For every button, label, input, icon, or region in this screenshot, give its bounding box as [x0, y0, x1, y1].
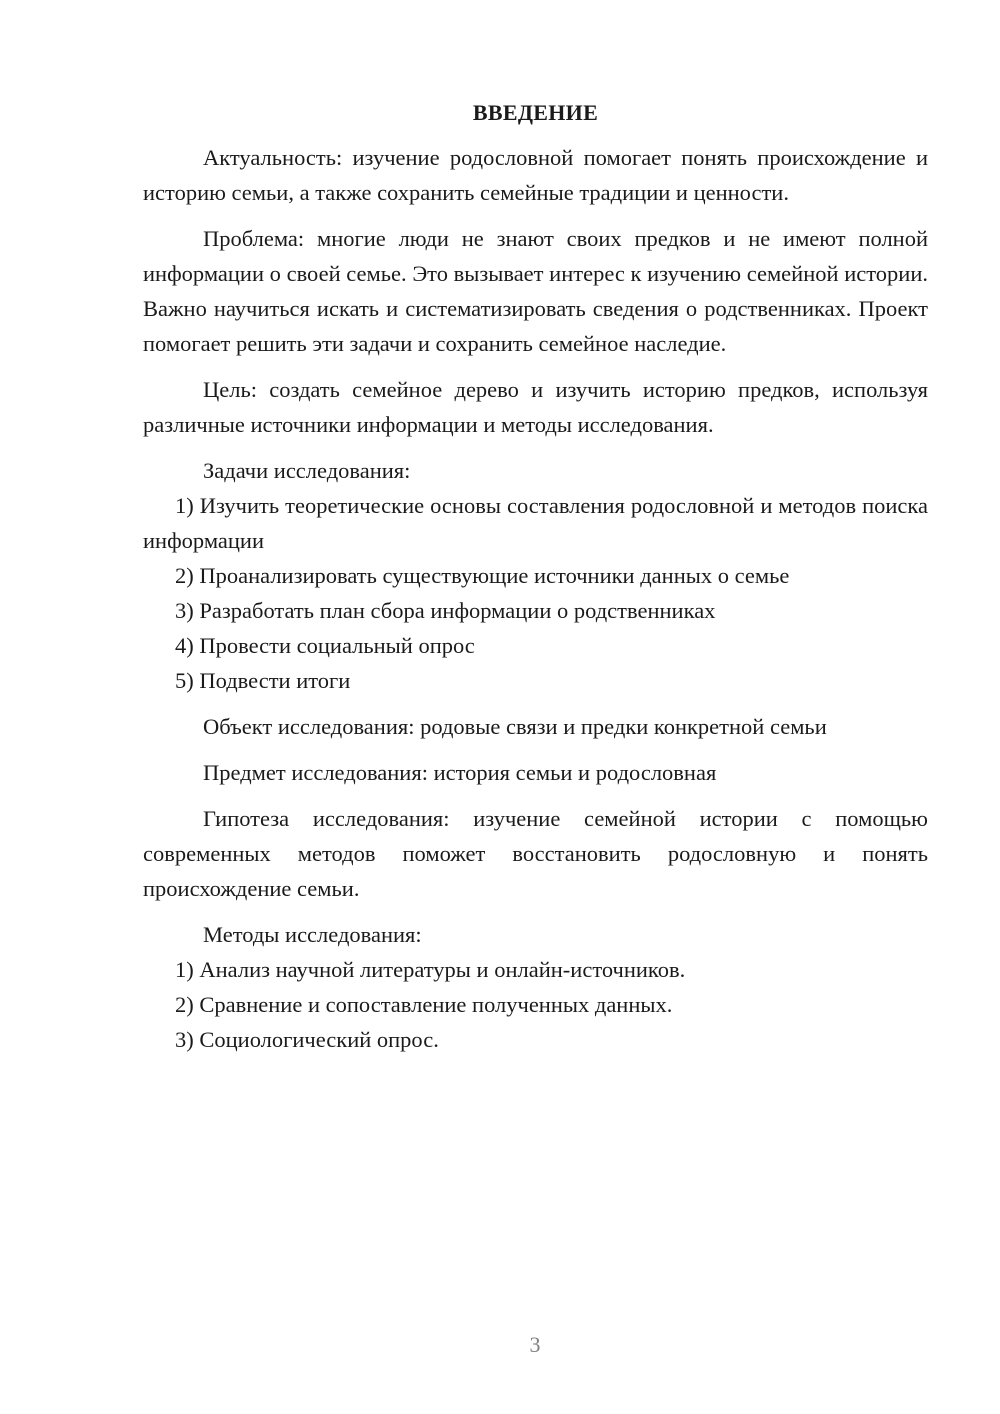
page-number: 3 [529, 1332, 541, 1357]
object-paragraph: Объект исследования: родовые связи и предки конкретной семьи [203, 714, 827, 739]
task-item: 5) Подвести итоги [175, 668, 351, 693]
page-content [143, 95, 928, 1057]
relevance-paragraph: Актуальность: изучение родословной помогает понять происхождение и историю семьи, а также сохранить семейные традиции и ценности. [143, 145, 928, 205]
tasks-heading: Задачи исследования: [203, 458, 411, 483]
goal-paragraph: Цель: создать семейное дерево и изучить историю предков, используя различные источники информации и методы исследования. [143, 377, 928, 437]
subject-paragraph: Предмет исследования: история семьи и родословная [203, 760, 717, 785]
section-title: ВВЕДЕНИЕ [472, 100, 599, 125]
hypothesis-paragraph: Гипотеза исследования: изучение семейной истории с помощью современных методов поможет восстановить родословную и понять происхождение семьи. [143, 806, 928, 901]
methods-heading: Методы исследования: [203, 922, 422, 947]
method-item: 1) Анализ научной литературы и онлайн-источников. [175, 957, 686, 982]
problem-paragraph: Проблема: многие люди не знают своих предков и не имеют полной информации о своей семье. Это вызывает интерес к изучению семейной истории. Важно научиться искать и систематизировать сведения о родственниках. Проект помогает решить эти задачи и сохранить семейное наследие. [143, 226, 928, 356]
method-item: 2) Сравнение и сопоставление полученных данных. [175, 992, 673, 1017]
task-item: 3) Разработать план сбора информации о родственниках [175, 598, 716, 623]
task-item: 2) Проанализировать существующие источники данных о семье [175, 563, 790, 588]
method-item: 3) Социологический опрос. [175, 1027, 439, 1052]
task-item: 4) Провести социальный опрос [175, 633, 475, 658]
task-item: 1) Изучить теоретические основы составления родословной и методов поиска информации [143, 493, 928, 553]
